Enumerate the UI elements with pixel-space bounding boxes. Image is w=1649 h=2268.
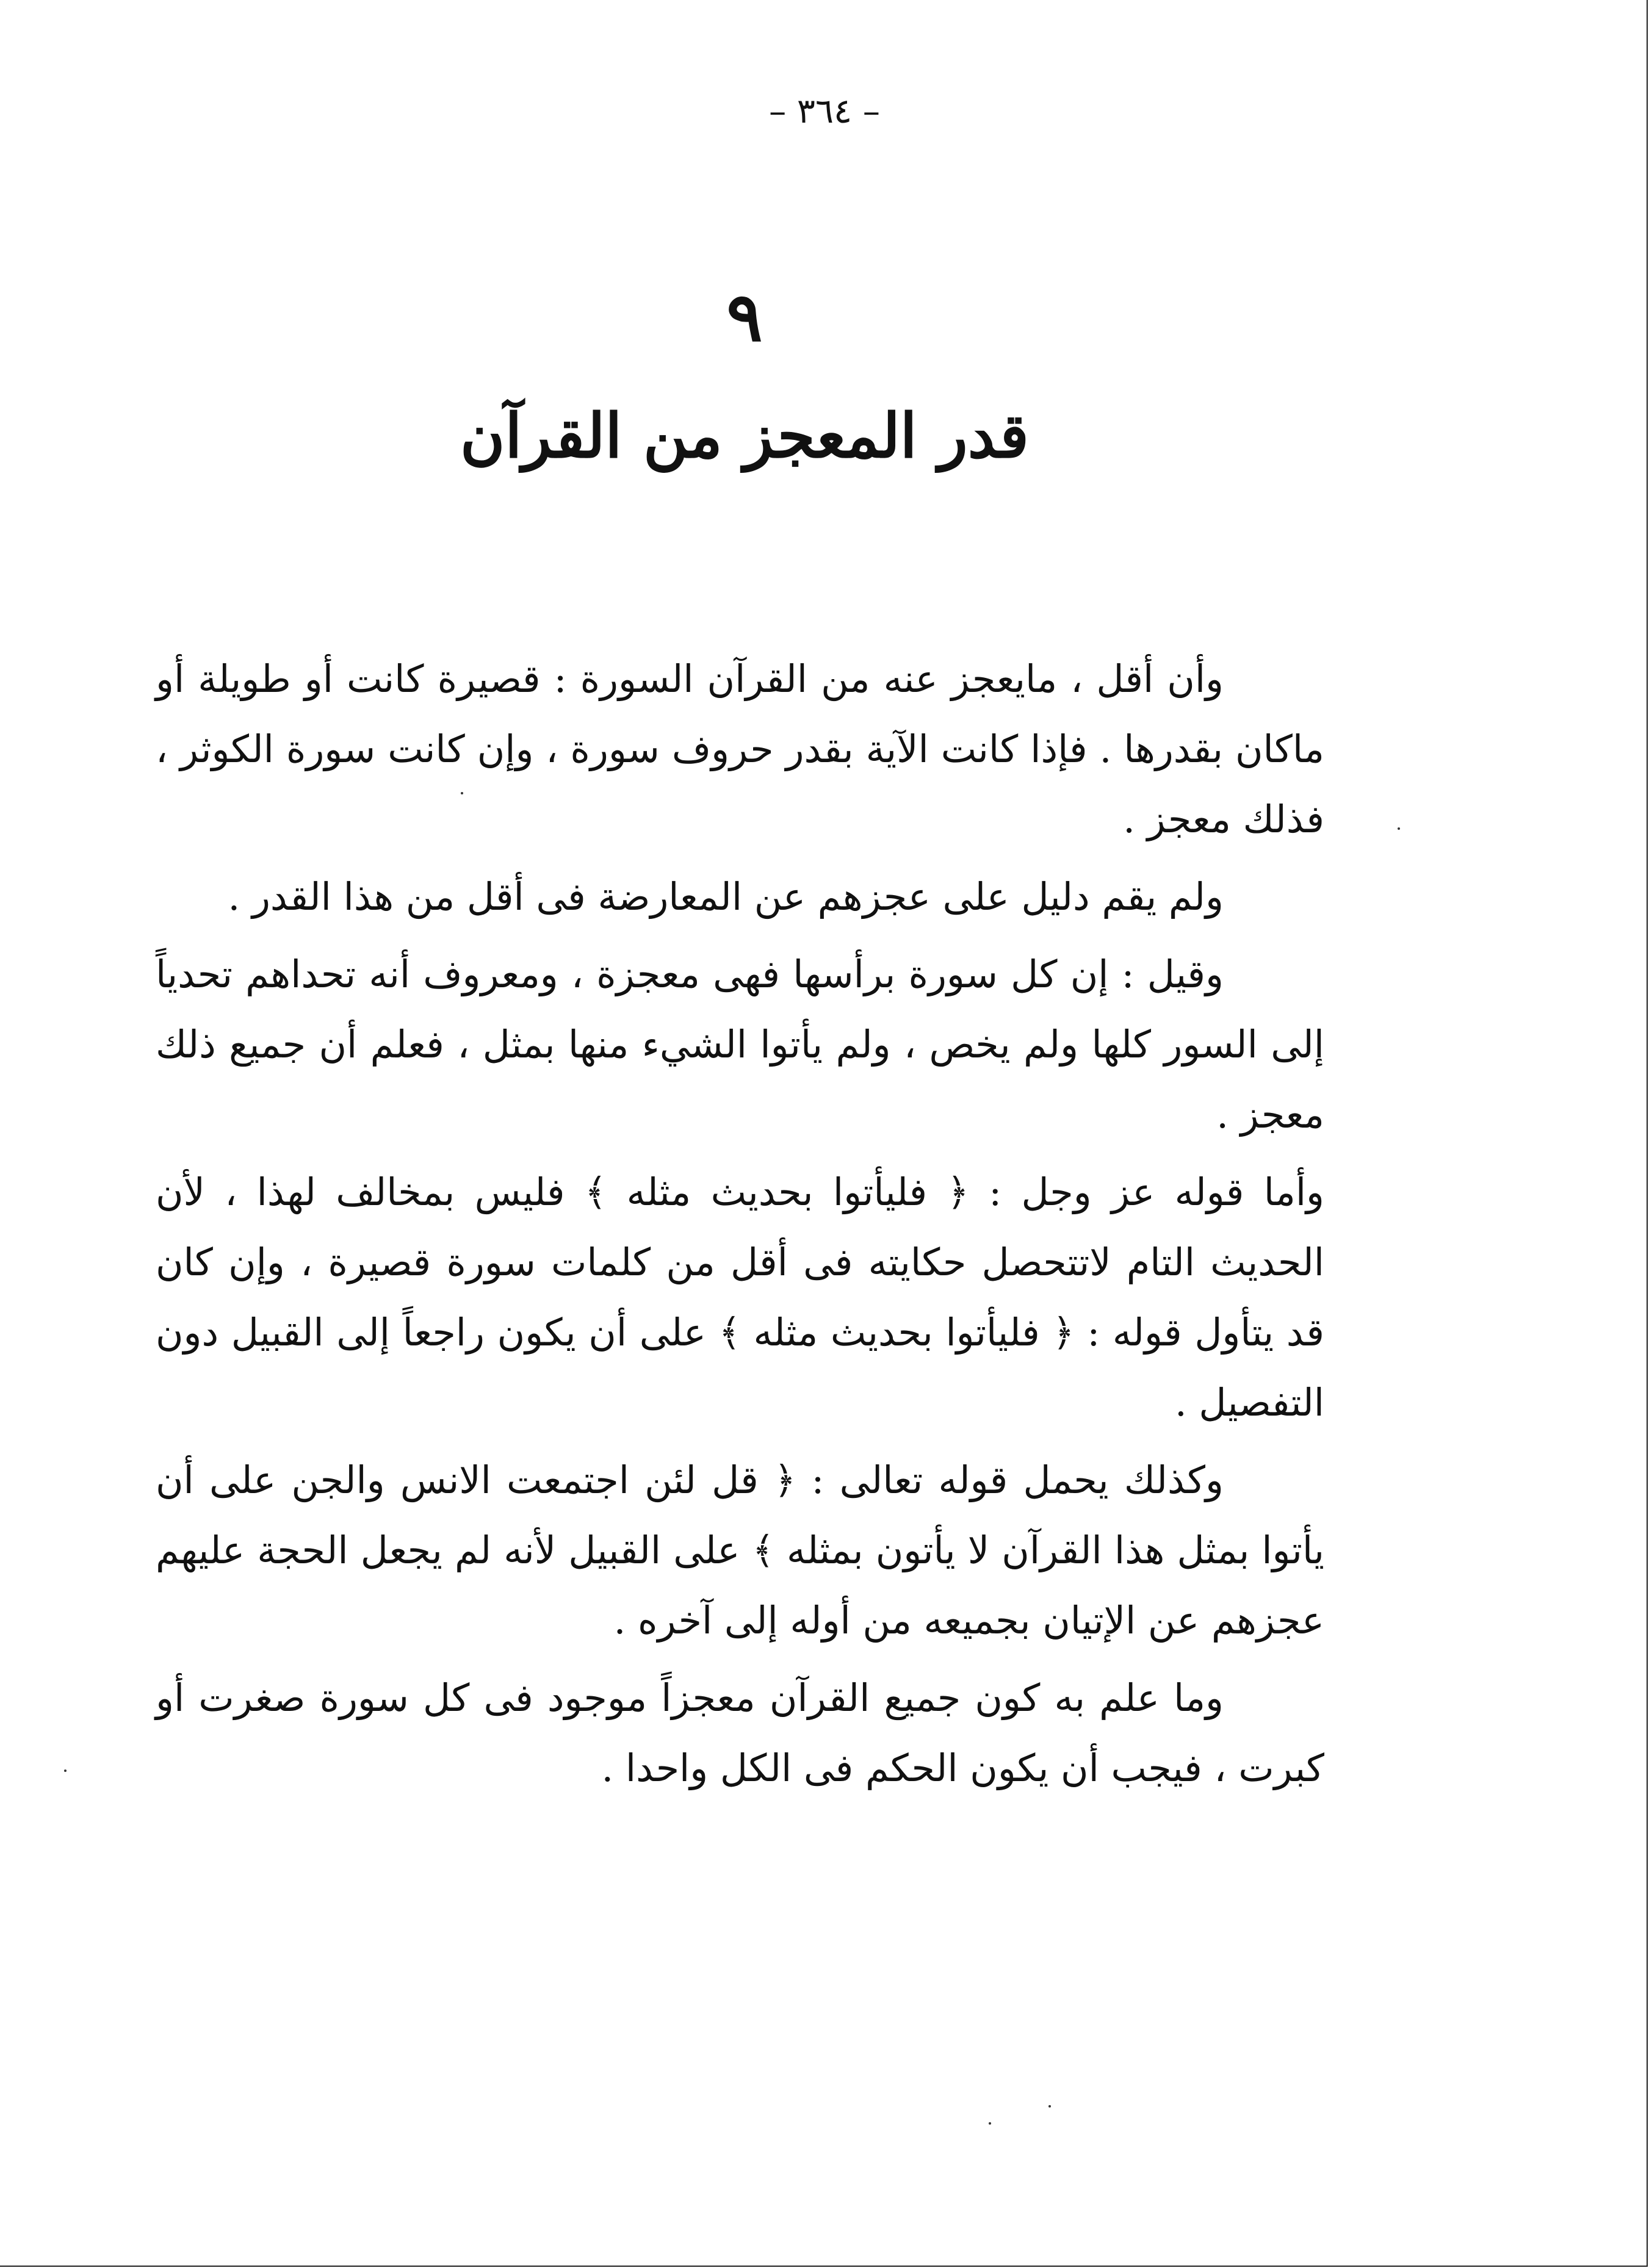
chapter-title: قدر المعجز من القرآن: [460, 400, 1029, 472]
paragraph: وكذلك يحمل قوله تعالى : ﴿ قل لئن اجتمعت الانس والجن على أن يأتوا بمثل هذا القرآن لا يأتون بمثله ﴾ على القبيل لأنه لم يجعل الحجة عليهم عجزهم عن الإتيان بجميعه من أوله إلى آخره .: [156, 1458, 1324, 1643]
paragraph: وأما قوله عز وجل : ﴿ فليأتوا بحديث مثله ﴾ فليس بمخالف لهذا ، لأن الحديث التام لاتتحصل حكايته فى أقل من كلمات سورة قصيرة ، وإن كان قد يتأول قوله : ﴿ فليأتوا بحديث مثله ﴾ على أن يكون راجعاً إلى القبيل دون التفصيل .: [156, 1170, 1324, 1425]
paragraph: ولم يقم دليل على عجزهم عن المعارضة فى أقل من هذا القدر .: [228, 874, 1224, 919]
scan-speck: [989, 2122, 991, 2125]
scan-speck: [1048, 2105, 1051, 2108]
scan-speck: [64, 1769, 67, 1772]
paragraph: وقيل : إن كل سورة برأسها فهى معجزة ، ومعروف أنه تحداهم تحدياً إلى السور كلها ولم يخص ، ولم يأتوا الشيء منها بمثل ، فعلم أن جميع ذلك معجز .: [156, 952, 1325, 1137]
scan-speck: [1398, 827, 1400, 830]
page-number: – ٣٦٤ –: [769, 92, 880, 131]
scan-speck: [461, 792, 463, 794]
chapter-number: ٩: [726, 278, 763, 356]
body-text: [156, 644, 1324, 1810]
paragraph: وما علم به كون جميع القرآن معجزاً موجود فى كل سورة صغرت أو كبرت ، فيجب أن يكون الحكم فى الكل واحدا .: [156, 1676, 1324, 1790]
paragraph: وأن أقل ، مايعجز عنه من القرآن السورة : قصيرة كانت أو طويلة أو ماكان بقدرها . فإذا كانت الآية بقدر حروف سورة ، وإن كانت سورة الكوثر ، فذلك معجز .: [156, 657, 1324, 841]
